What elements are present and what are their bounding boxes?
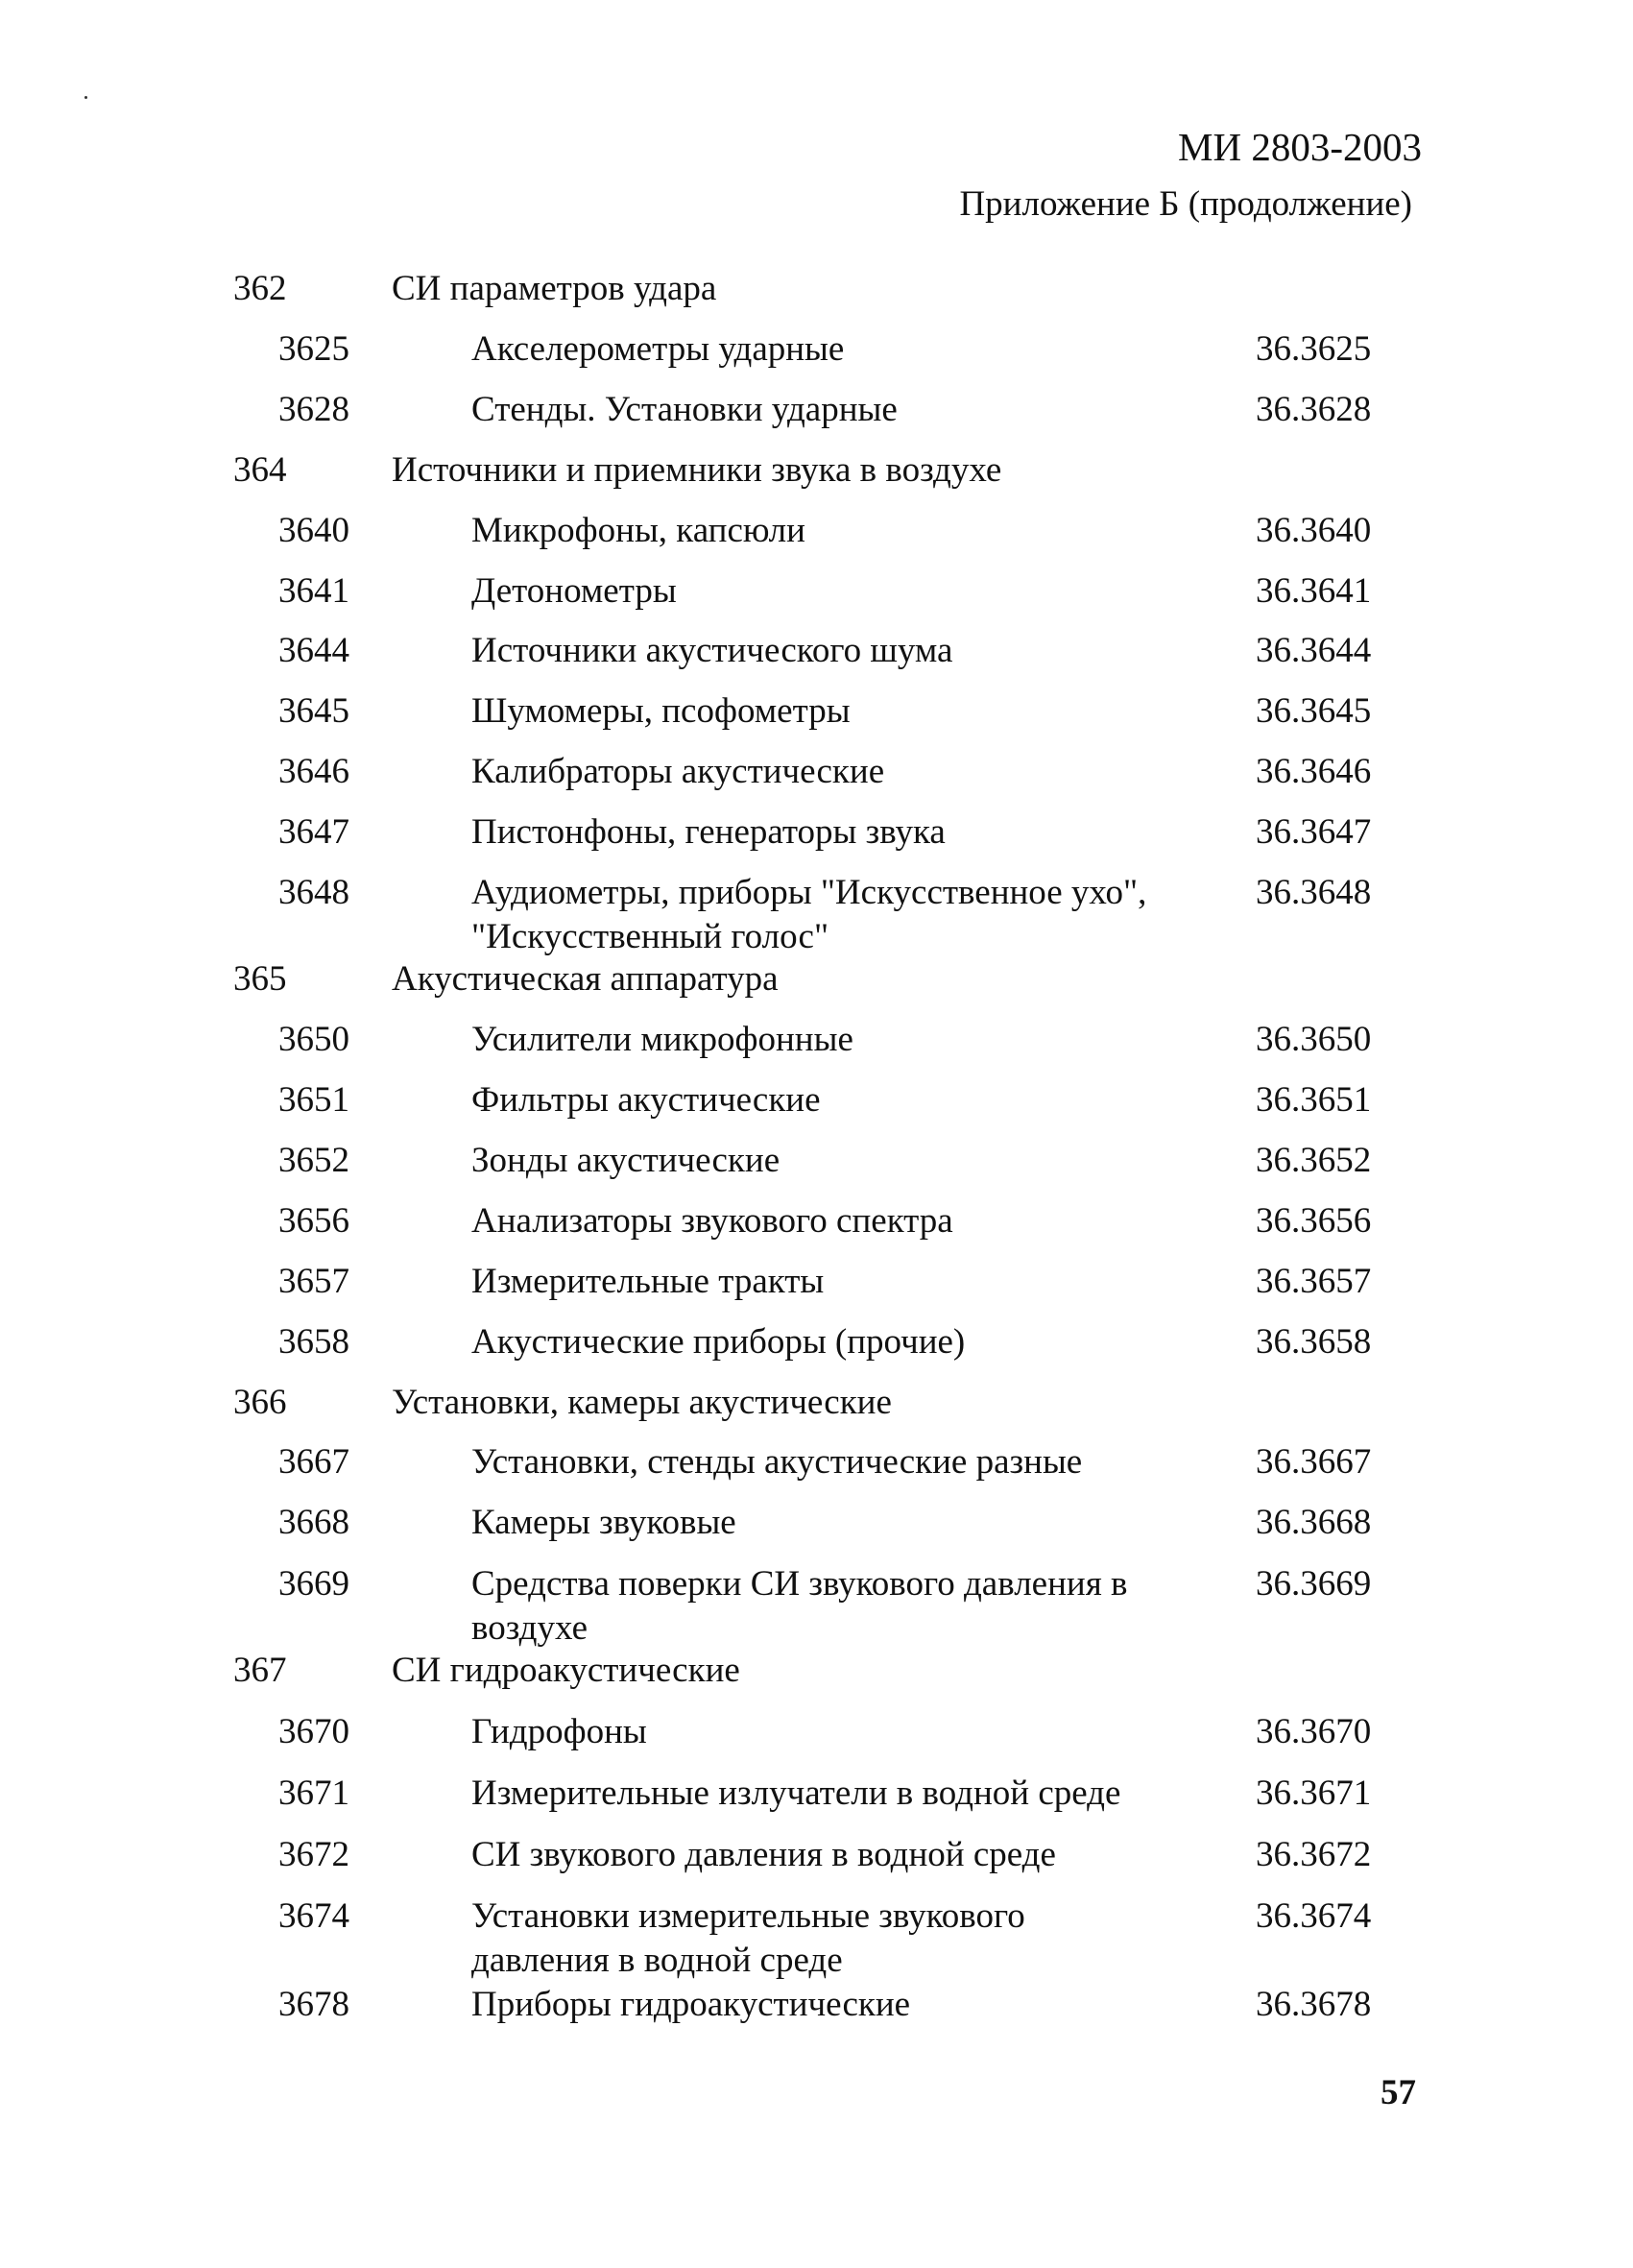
group-code: 365 — [233, 959, 287, 999]
group-code: 367 — [233, 1651, 287, 1690]
item-code: 3652 — [278, 1141, 349, 1180]
item-name: Приборы гидроакустические — [471, 1985, 911, 2024]
appendix-title: Приложение Б (продолжение) — [959, 184, 1412, 224]
item-class-code: 36.3648 — [1256, 873, 1372, 912]
group-code: 366 — [233, 1383, 287, 1422]
group-code: 362 — [233, 269, 287, 308]
item-code: 3678 — [278, 1985, 349, 2024]
item-code: 3670 — [278, 1712, 349, 1751]
item-class-code: 36.3672 — [1256, 1835, 1372, 1874]
item-name-continuation: давления в водной среде — [471, 1941, 843, 1980]
item-name: Стенды. Установки ударные — [471, 390, 898, 429]
item-code: 3640 — [278, 511, 349, 550]
item-name: Усилители микрофонные — [471, 1020, 853, 1059]
item-class-code: 36.3650 — [1256, 1020, 1372, 1059]
item-name: Гидрофоны — [471, 1712, 647, 1751]
item-code: 3650 — [278, 1020, 349, 1059]
item-name: Пистонфоны, генераторы звука — [471, 812, 946, 852]
item-code: 3645 — [278, 691, 349, 731]
item-name: Детонометры — [471, 571, 677, 611]
item-code: 3648 — [278, 873, 349, 912]
document-code: МИ 2803-2003 — [1178, 125, 1422, 169]
item-class-code: 36.3640 — [1256, 511, 1372, 550]
item-class-code: 36.3678 — [1256, 1985, 1372, 2024]
item-code: 3647 — [278, 812, 349, 852]
item-name: Шумомеры, псофометры — [471, 691, 851, 731]
item-code: 3668 — [278, 1503, 349, 1542]
item-name: Аудиометры, приборы "Искусственное ухо", — [471, 873, 1147, 912]
item-class-code: 36.3657 — [1256, 1262, 1372, 1301]
item-name: Калибраторы акустические — [471, 752, 885, 791]
item-name-continuation: "Искусственный голос" — [471, 917, 829, 956]
item-class-code: 36.3670 — [1256, 1712, 1372, 1751]
item-class-code: 36.3647 — [1256, 812, 1372, 852]
item-name: СИ звукового давления в водной среде — [471, 1835, 1056, 1874]
item-code: 3669 — [278, 1564, 349, 1604]
item-class-code: 36.3669 — [1256, 1564, 1372, 1604]
item-class-code: 36.3671 — [1256, 1773, 1372, 1813]
item-name: Установки, стенды акустические разные — [471, 1442, 1083, 1482]
item-code: 3628 — [278, 390, 349, 429]
item-name: Акустические приборы (прочие) — [471, 1322, 966, 1362]
item-name: Средства поверки СИ звукового давления в — [471, 1564, 1128, 1604]
item-name: Фильтры акустические — [471, 1080, 821, 1120]
item-code: 3671 — [278, 1773, 349, 1813]
item-code: 3651 — [278, 1080, 349, 1120]
item-name: Зонды акустические — [471, 1141, 780, 1180]
item-class-code: 36.3644 — [1256, 631, 1372, 670]
item-class-code: 36.3645 — [1256, 691, 1372, 731]
item-code: 3667 — [278, 1442, 349, 1482]
item-name: Анализаторы звукового спектра — [471, 1201, 953, 1241]
item-code: 3646 — [278, 752, 349, 791]
item-code: 3625 — [278, 329, 349, 369]
item-name: Измерительные излучатели в водной среде — [471, 1773, 1121, 1813]
item-class-code: 36.3646 — [1256, 752, 1372, 791]
item-name: Измерительные тракты — [471, 1262, 825, 1301]
item-name: Установки измерительные звукового — [471, 1896, 1025, 1936]
item-class-code: 36.3628 — [1256, 390, 1372, 429]
page-number: 57 — [1381, 2073, 1416, 2112]
item-name-continuation: воздухе — [471, 1608, 588, 1648]
item-code: 3674 — [278, 1896, 349, 1936]
item-name: Акселерометры ударные — [471, 329, 845, 369]
item-code: 3644 — [278, 631, 349, 670]
item-class-code: 36.3668 — [1256, 1503, 1372, 1542]
item-name: Источники акустического шума — [471, 631, 953, 670]
item-code: 3657 — [278, 1262, 349, 1301]
item-code: 3658 — [278, 1322, 349, 1362]
item-class-code: 36.3651 — [1256, 1080, 1372, 1120]
item-class-code: 36.3658 — [1256, 1322, 1372, 1362]
item-code: 3672 — [278, 1835, 349, 1874]
item-code: 3656 — [278, 1201, 349, 1241]
item-class-code: 36.3641 — [1256, 571, 1372, 611]
item-class-code: 36.3652 — [1256, 1141, 1372, 1180]
scan-speck — [84, 96, 87, 99]
group-title: Установки, камеры акустические — [392, 1383, 892, 1422]
item-class-code: 36.3656 — [1256, 1201, 1372, 1241]
item-code: 3641 — [278, 571, 349, 611]
item-class-code: 36.3625 — [1256, 329, 1372, 369]
group-title: СИ гидроакустические — [392, 1651, 740, 1690]
group-title: СИ параметров удара — [392, 269, 717, 308]
item-class-code: 36.3667 — [1256, 1442, 1372, 1482]
item-name: Микрофоны, капсюли — [471, 511, 805, 550]
group-title: Акустическая аппаратура — [392, 959, 779, 999]
item-class-code: 36.3674 — [1256, 1896, 1372, 1936]
group-code: 364 — [233, 450, 287, 490]
item-name: Камеры звуковые — [471, 1503, 736, 1542]
group-title: Источники и приемники звука в воздухе — [392, 450, 1002, 490]
